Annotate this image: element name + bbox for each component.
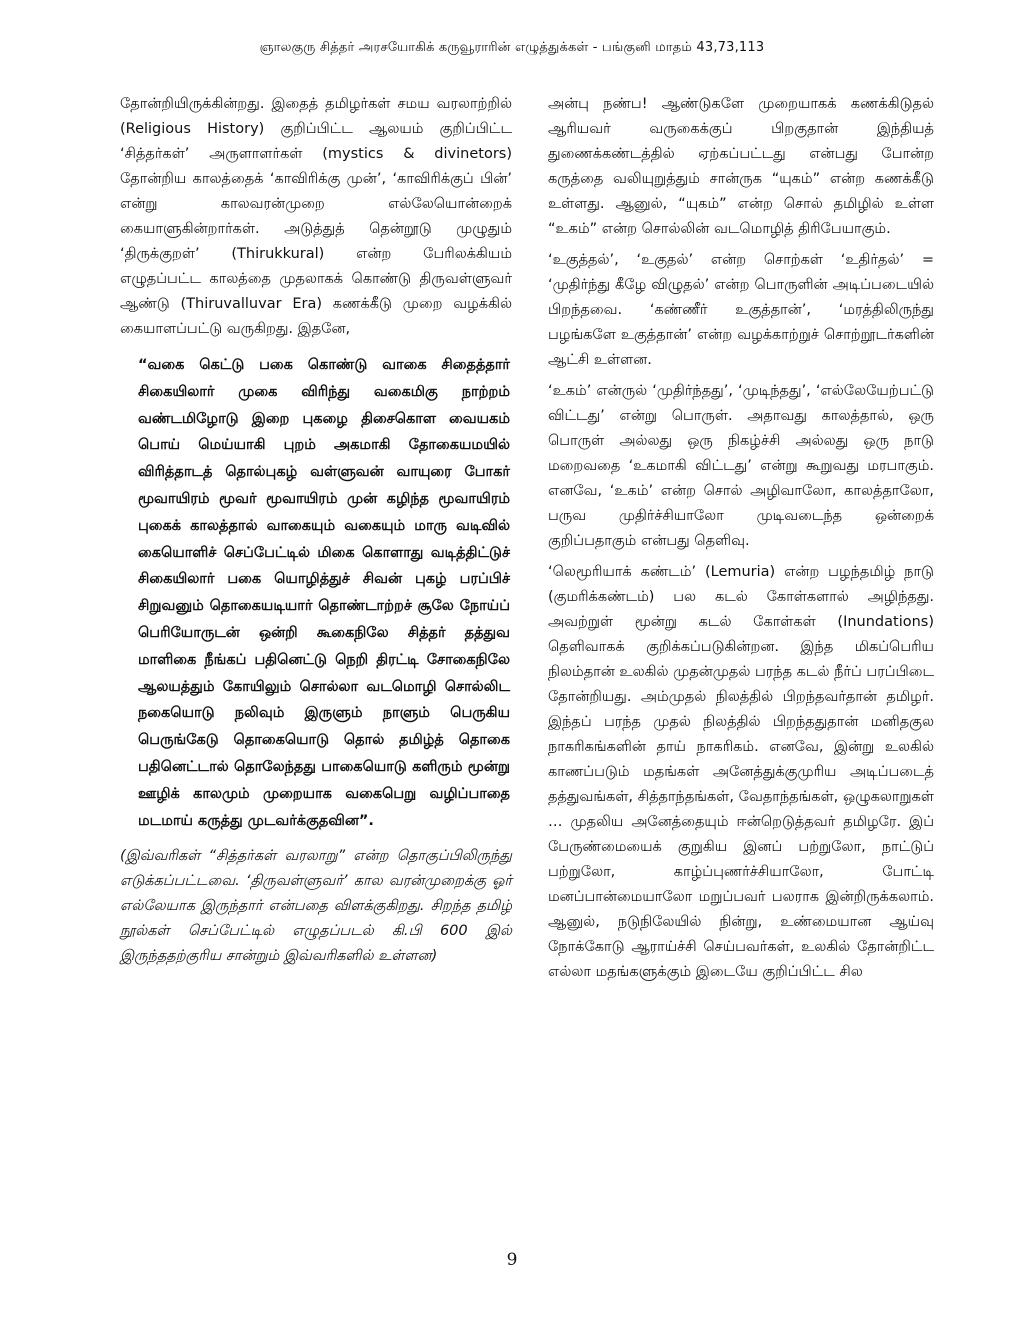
left-paragraph-1: தோன்றியிருக்கின்றது. இதைத் தமிழர்கள் சமய வரலாற்றில் (Religious History) குறிப்பிட்ட ஆலயம் குறிப்பிட்ட ‘சித்தர்கள்’ அருளாளர்கள் (mystics & divinetors) தோன்றிய காலத்தைக் ‘காவிரிக்கு முன்’, ‘காவிரிக்குப் பின்’ என்று காலவரன்முறை எல்லேயொன்றைக் கையாளுகின்றார்கள். அடுத்துத் தென்றூடு முழுதும் ‘திருக்குறள்’ (Thirukkural) என்ற பேரிலக்கியம் எழுதப்பட்ட காலத்தை முதலாகக் கொண்டு திருவள்ளுவர் ஆண்டு (Thiruvalluvar Era) கணக்கீடு முறை வழக்கில் கையாளப்பட்டு வருகிறது. இதனே, (120, 96, 512, 337)
quoted-verse: “வகை கெட்டு பகை கொண்டு வாகை சிதைத்தார் சிகையிலார் முகை விரிந்து வகைமிகு நாற்றம் வண்டமிழோடு இறை புகழை திசைகொள வையகம் பொய் மெய்யாகி புறம் அகமாகி தோகையமயில் விரித்தாடத் தொல்புகழ் வள்ளுவன் வாயுரை போகர் மூவாயிரம் மூவர் மூவாயிரம் முன் கழிந்த மூவாயிரம் புகைக் காலத்தால் வாகையும் வகையும் மாரு வடிவில் கையொளிச் செப்பேட்டில் மிகை கொளாது வடித்திட்டுச் சிகையிலார் பகை யொழித்துச் சிவன் புகழ் பரப்பிச் சிறுவனும் தொகையடியார் தொண்டாற்றச் சூலே நோய்ப் பெரியோருடன் ஒன்றி கூகைநிலே சித்தர் தத்துவ மாளிகை நீங்கப் பதினெட்டு நெறி திரட்டி சோகைநிலே ஆலயத்தும் கோயிலும் சொல்லா வடமொழி சொல்லிட நகையொடு நலிவும் இருளும் நாளும் பெருகிய பெருங்கேடு தொகையொடு தொல் தமிழ்த் தொகை பதினெட்டால் தொலேந்தது பாகையொடு களிரும் மூன்று ஊழிக் காலமும் முறையாக வகைபெறு வழிப்பாதை மடமாய் கருத்து முடவர்க்குதவின”. (138, 357, 510, 829)
right-column (548, 92, 934, 991)
page-header: ஞாலகுரு சித்தர் அரசயோகிக் கருவூராரின் எழுத்துக்கள் - பங்குனி மாதம் 43,73,113 (259, 40, 765, 55)
page-number: 9 (506, 1250, 518, 1270)
left-column (120, 92, 512, 975)
right-paragraph-1: அன்பு நண்ப! ஆண்டுகளே முறையாகக் கணக்கிடுதல் ஆரியவர் வருகைக்குப் பிறகுதான் இந்தியத் துணைக்கண்டத்தில் ஏற்கப்பட்டது என்பது போன்ற கருத்தை வலியுறுத்தும் சான்ருக “யுகம்” என்ற கணக்கீடு உள்ளது. ஆனுல், “யுகம்” என்ற சொல் தமிழில் உள்ள “உகம்” என்ற சொல்லின் வடமொழித் திரிபேயாகும். (548, 96, 934, 237)
verse-note: (இவ்வரிகள் “சித்தர்கள் வரலாறு” என்ற தொகுப்பிலிருந்து எடுக்கப்பட்டவை. ‘திருவள்ளுவர்’ கால வரன்முறைக்கு ஓர் எல்லேயாக இருந்தார் என்பதை விளக்குகிறது. சிறந்த தமிழ் நூல்கள் செப்பேட்டில் எழுதப்படல் கி.பி 600 இல் இருந்ததற்குரிய சான்றும் இவ்வரிகளில் உள்ளன) (120, 848, 512, 965)
right-paragraph-4: ‘லெமூரியாக் கண்டம்’ (Lemuria) என்ற பழந்தமிழ் நாடு (குமரிக்கண்டம்) பல கடல் கோள்களால் அழிந்தது. அவற்றுள் மூன்று கடல் கோள்கள் (Inundations) தெளிவாகக் குறிக்கப்படுகின்றன. இந்த மிகப்பெரிய நிலம்தான் உலகில் முதன்முதல் பரந்த கடல் நீர்ப் பரப்பிடை தோன்றியது. அம்முதல் நிலத்தில் பிறந்தவர்தான் தமிழர். இந்தப் பரந்த முதல் நிலத்தில் பிறந்ததுதான் மனிதகுல நாகரிகங்களின் தாய் நாகரிகம். எனவே, இன்று உலகில் காணப்படும் மதங்கள் அனேத்துக்குமுரிய அடிப்படைத் தத்துவங்கள், சித்தாந்தங்கள், வேதாந்தங்கள், ஒழுகலாறுகள் … முதலிய அனேத்தையும் ஈன்றெடுத்தவர் தமிழரே. இப் பேருண்மையைக் குறுகிய இனப் பற்றுலோ, நாட்டுப் பற்றுலோ, காழ்ப்புணர்ச்சியாலோ, போட்டி மனப்பான்மையாலோ மறுப்பவர் பலராக இன்றிருக்கலாம். ஆனுல், நடுநிலேயில் நின்று, உண்மையான ஆய்வு நோக்கோடு ஆராய்ச்சி செய்பவர்கள், உலகில் தோன்றிட்ட எல்லா மதங்களுக்கும் இடையே குறிப்பிட்ட சில (548, 564, 934, 980)
right-paragraph-3: ‘உகம்’ என்ருல் ‘முதிர்ந்தது’, ‘முடிந்தது’, ‘எல்லேயேற்பட்டு விட்டது’ என்று பொருள். அதாவது காலத்தால், ஒரு பொருள் அல்லது ஒரு நிகழ்ச்சி அல்லது ஒரு நாடு மறைவதை ‘உகமாகி விட்டது’ என்று கூறுவது மரபாகும். எனவே, ‘உகம்’ என்ற சொல் அழிவாலோ, காலத்தாலோ, பருவ முதிர்ச்சியாலோ முடிவடைந்த ஒன்றைக் குறிப்பதாகும் என்பது தெளிவு. (548, 383, 934, 549)
right-paragraph-2: ‘உகுத்தல்’, ‘உகுதல்’ என்ற சொற்கள் ‘உதிர்தல்’ = ‘முதிர்ந்து கீழே விழுதல்’ என்ற பொருளின் அடிப்படையில் பிறந்தவை. ‘கண்ணீர் உகுத்தான்’, ‘மரத்திலிருந்து பழங்களே உகுத்தான்’ என்ற வழக்காற்றுச் சொற்றூடர்களின் ஆட்சி உள்ளன. (548, 252, 934, 368)
